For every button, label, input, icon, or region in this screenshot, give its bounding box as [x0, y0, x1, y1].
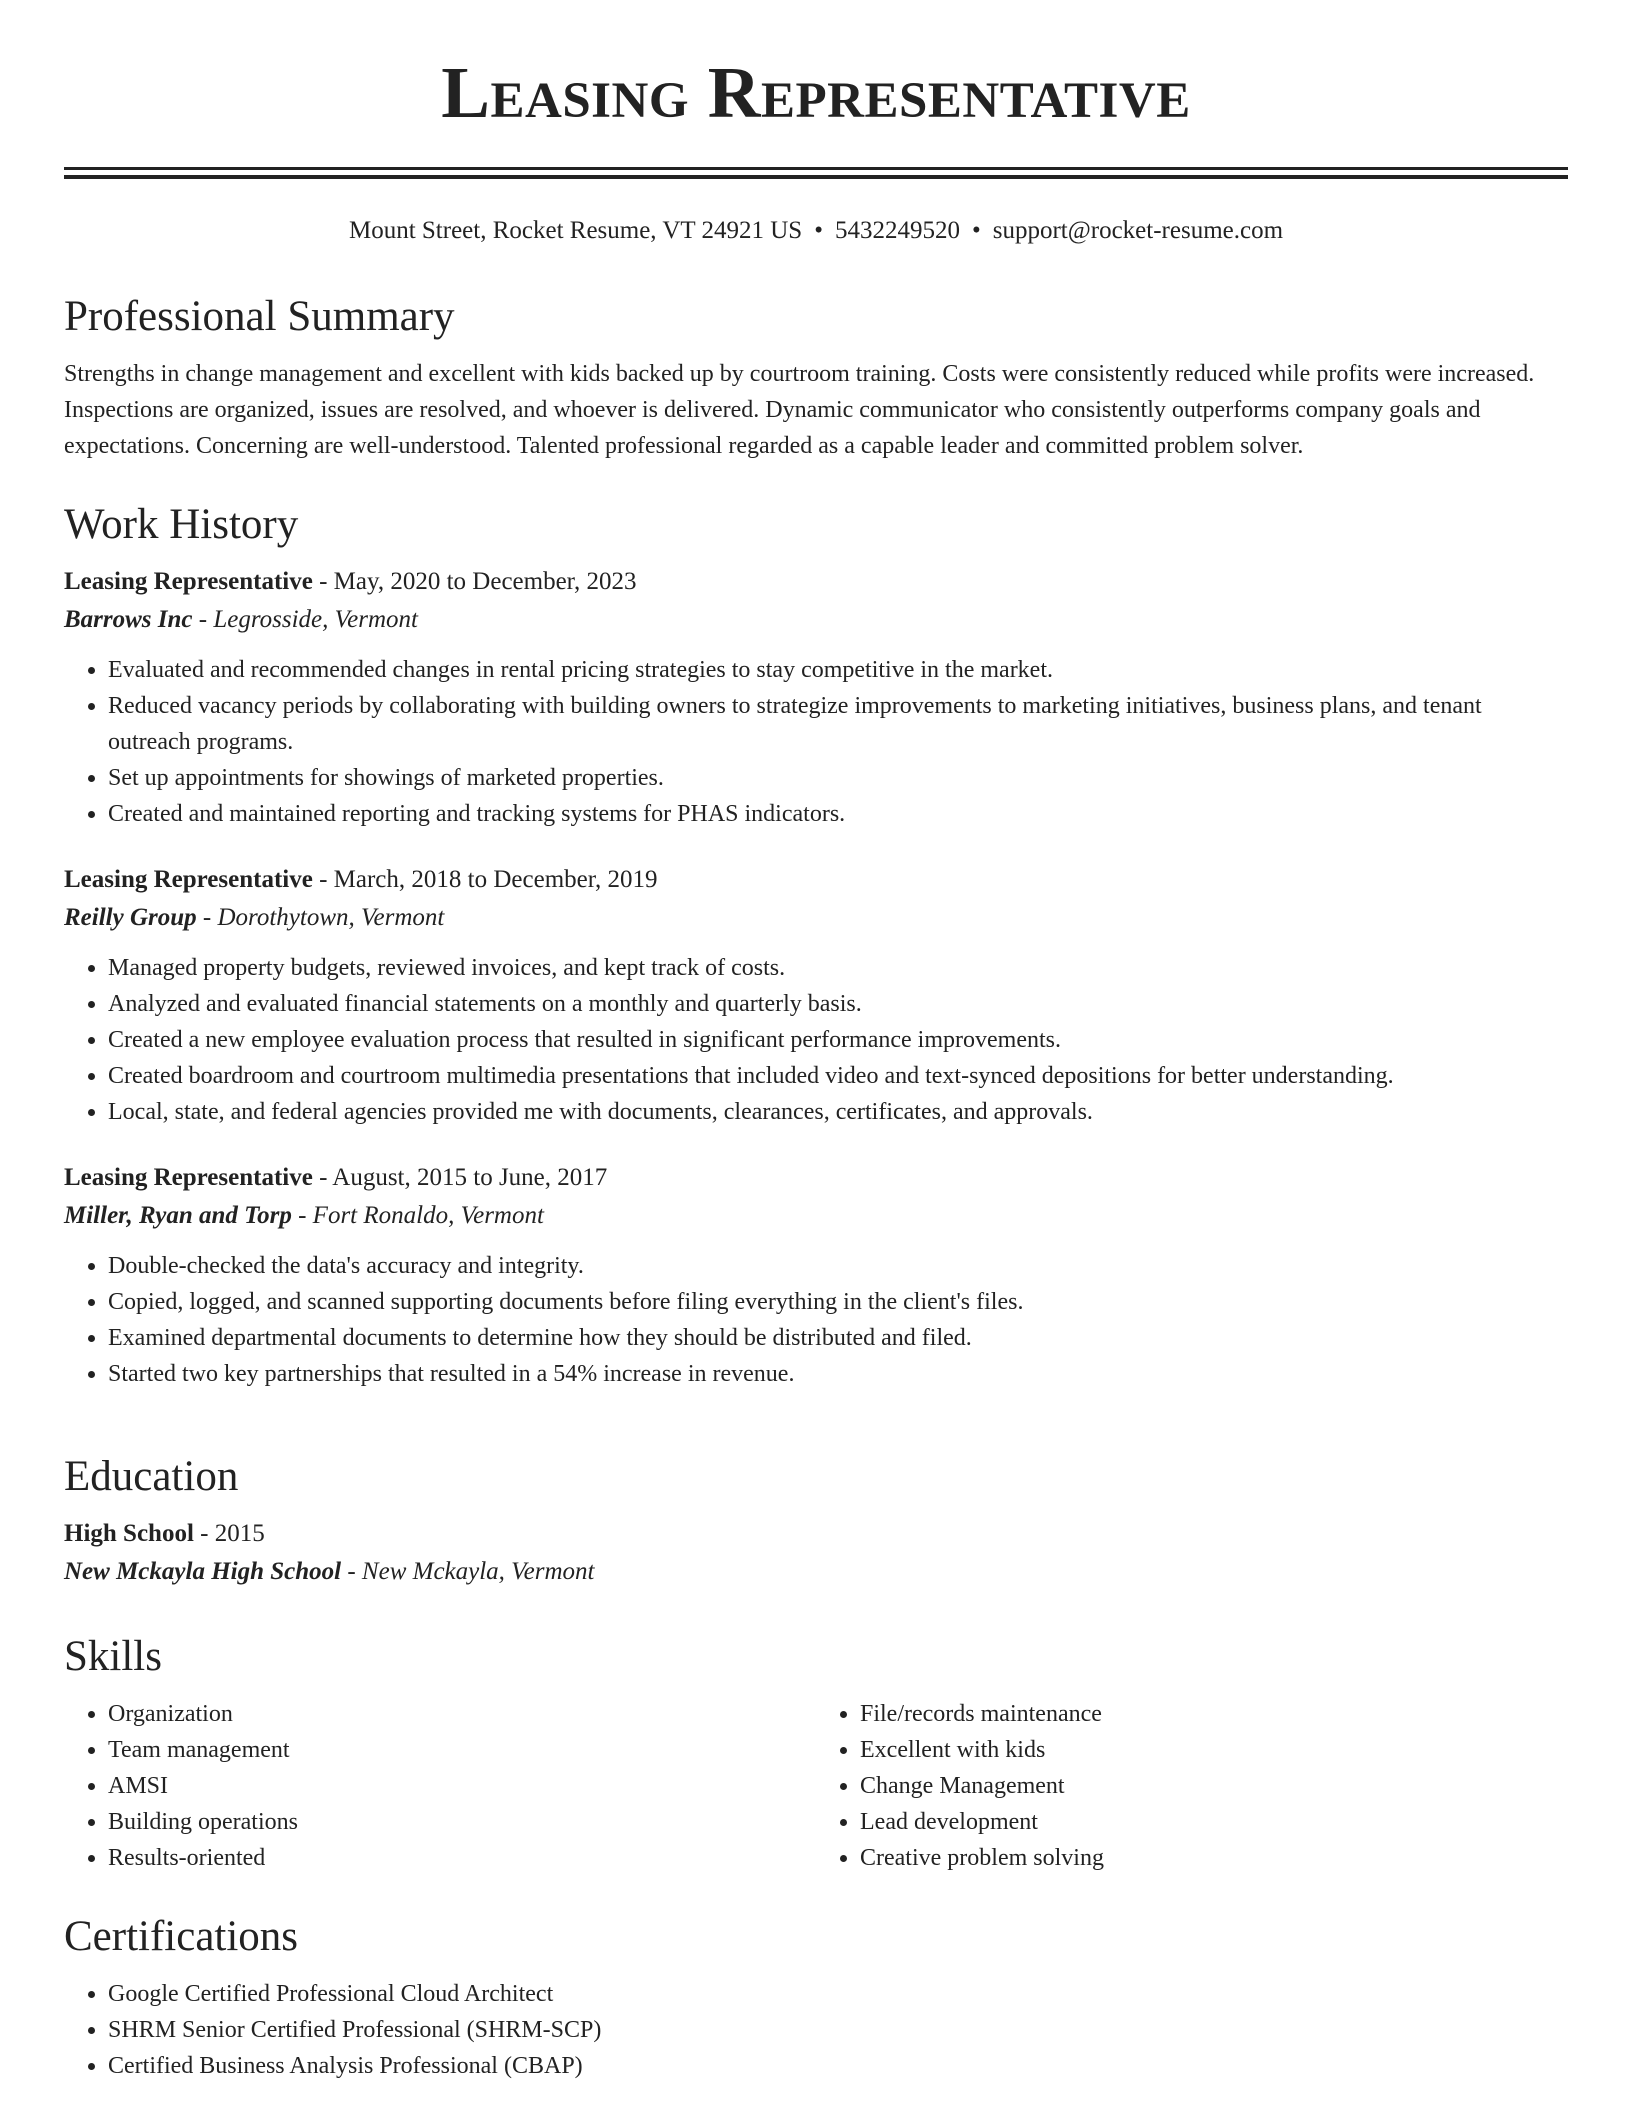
summary-text: Strengths in change management and excellent with kids backed up by courtroom training. Costs were consistently reduced while profits were increased. Inspections are organized, issues are resolved, and whoever is delivered. Dynamic communicator who consistently outperforms company goals and expectations. Concerning are well-understood. Talented professional regarded as a capable leader and committed problem solver.: [64, 361, 1535, 459]
contact-address: Mount Street, Rocket Resume, VT 24921 US: [348, 217, 803, 244]
skill-item: • Creative problem solving: [860, 1840, 1568, 1876]
skill-item: • AMSI: [108, 1768, 816, 1804]
contact-line: [64, 216, 1568, 246]
job-company-line: [64, 900, 1568, 936]
job-title: Leasing Representative: [64, 1164, 313, 1191]
work-history-heading: Work History: [64, 501, 299, 548]
education-location: - New Mckayla, Vermont: [341, 1558, 595, 1585]
job-dates: - March, 2018 to December, 2019: [312, 866, 658, 893]
job-bullet: • Copied, logged, and scanned supporting documents before filing everything in the client's files.: [108, 1284, 1568, 1320]
job-bullet: • Local, state, and federal agencies provided me with documents, clearances, certificates, and approvals.: [108, 1094, 1568, 1130]
skill-item: • Building operations: [108, 1804, 816, 1840]
certifications-heading: Certifications: [64, 1913, 299, 1960]
job-bullet: • Set up appointments for showings of marketed properties.: [108, 760, 1568, 796]
skills-list-left: [64, 1696, 816, 1876]
education-degree-line: [64, 1516, 1568, 1552]
job-bullets: [64, 1248, 1568, 1392]
contact-separator: •: [814, 217, 823, 244]
job-bullet: • Created boardroom and courtroom multimedia presentations that included video and text-synced depositions for better understanding.: [108, 1058, 1568, 1094]
education-degree: High School: [64, 1520, 194, 1547]
job-company-line: [64, 1198, 1568, 1234]
job-location: - Fort Ronaldo, Vermont: [291, 1202, 544, 1229]
skills-grid: [64, 1696, 1568, 1876]
certifications-list: [64, 1976, 1568, 2084]
job-entry: [64, 564, 1568, 832]
job-bullets: [64, 950, 1568, 1130]
job-entry: [64, 1160, 1568, 1392]
job-bullet: • Started two key partnerships that resulted in a 54% increase in revenue.: [108, 1356, 1568, 1392]
certifications-section: [64, 1912, 1568, 2084]
skill-item: • File/records maintenance: [860, 1696, 1568, 1732]
certification-item: • Certified Business Analysis Professional (CBAP): [108, 2048, 1568, 2084]
job-dates: - May, 2020 to December, 2023: [312, 568, 637, 595]
summary-heading: Professional Summary: [64, 293, 455, 340]
job-location: - Dorothytown, Vermont: [196, 904, 445, 931]
education-year: - 2015: [193, 1520, 265, 1547]
header-rule-top: [64, 167, 1568, 170]
skill-item: • Excellent with kids: [860, 1732, 1568, 1768]
job-bullet: • Analyzed and evaluated financial statements on a monthly and quarterly basis.: [108, 986, 1568, 1022]
job-bullet: • Reduced vacancy periods by collaborating with building owners to strategize improvements to marketing initiatives, business plans, and tenant outreach programs.: [108, 688, 1568, 760]
job-entry: [64, 862, 1568, 1130]
skills-list-right: [816, 1696, 1568, 1876]
job-company: Barrows Inc: [64, 606, 193, 633]
header-rule-bottom: [64, 175, 1568, 179]
certification-item: • SHRM Senior Certified Professional (SHRM-SCP): [108, 2012, 1568, 2048]
job-dates: - August, 2015 to June, 2017: [312, 1164, 608, 1191]
candidate-name: Leasing Representative: [441, 52, 1191, 133]
education-section: [64, 1452, 1568, 1590]
certification-item: • Google Certified Professional Cloud Architect: [108, 1976, 1568, 2012]
education-school-line: [64, 1554, 1568, 1590]
contact-email: support@rocket-resume.com: [992, 217, 1284, 244]
contact-separator: •: [971, 217, 981, 244]
job-title-line: [64, 862, 1568, 898]
skill-item: • Team management: [108, 1732, 816, 1768]
job-title-line: [64, 564, 1568, 600]
job-title: Leasing Representative: [64, 866, 313, 893]
skills-section: [64, 1632, 1568, 1876]
job-bullet: • Created and maintained reporting and tracking systems for PHAS indicators.: [108, 796, 1568, 832]
skills-heading: Skills: [64, 1633, 162, 1680]
job-bullets: [64, 652, 1568, 832]
contact-phone: 5432249520: [834, 217, 960, 244]
job-bullet: • Double-checked the data's accuracy and integrity.: [108, 1248, 1568, 1284]
education-heading: Education: [64, 1453, 239, 1500]
job-company-line: [64, 602, 1568, 638]
job-bullet: • Managed property budgets, reviewed invoices, and kept track of costs.: [108, 950, 1568, 986]
job-title-line: [64, 1160, 1568, 1196]
job-location: - Legrosside, Vermont: [192, 606, 418, 633]
skill-item: • Organization: [108, 1696, 816, 1732]
job-bullet: • Created a new employee evaluation process that resulted in significant performance improvements.: [108, 1022, 1568, 1058]
job-bullet: • Examined departmental documents to determine how they should be distributed and filed.: [108, 1320, 1568, 1356]
summary-section: [64, 292, 1568, 464]
education-school: New Mckayla High School: [64, 1558, 342, 1585]
skill-item: • Results-oriented: [108, 1840, 816, 1876]
work-history-section: [64, 500, 1568, 1392]
skill-item: • Lead development: [860, 1804, 1568, 1840]
skill-item: • Change Management: [860, 1768, 1568, 1804]
job-bullet: • Evaluated and recommended changes in rental pricing strategies to stay competitive in the market.: [108, 652, 1568, 688]
job-company: Miller, Ryan and Torp: [64, 1202, 292, 1229]
job-company: Reilly Group: [64, 904, 197, 931]
job-title: Leasing Representative: [64, 568, 313, 595]
